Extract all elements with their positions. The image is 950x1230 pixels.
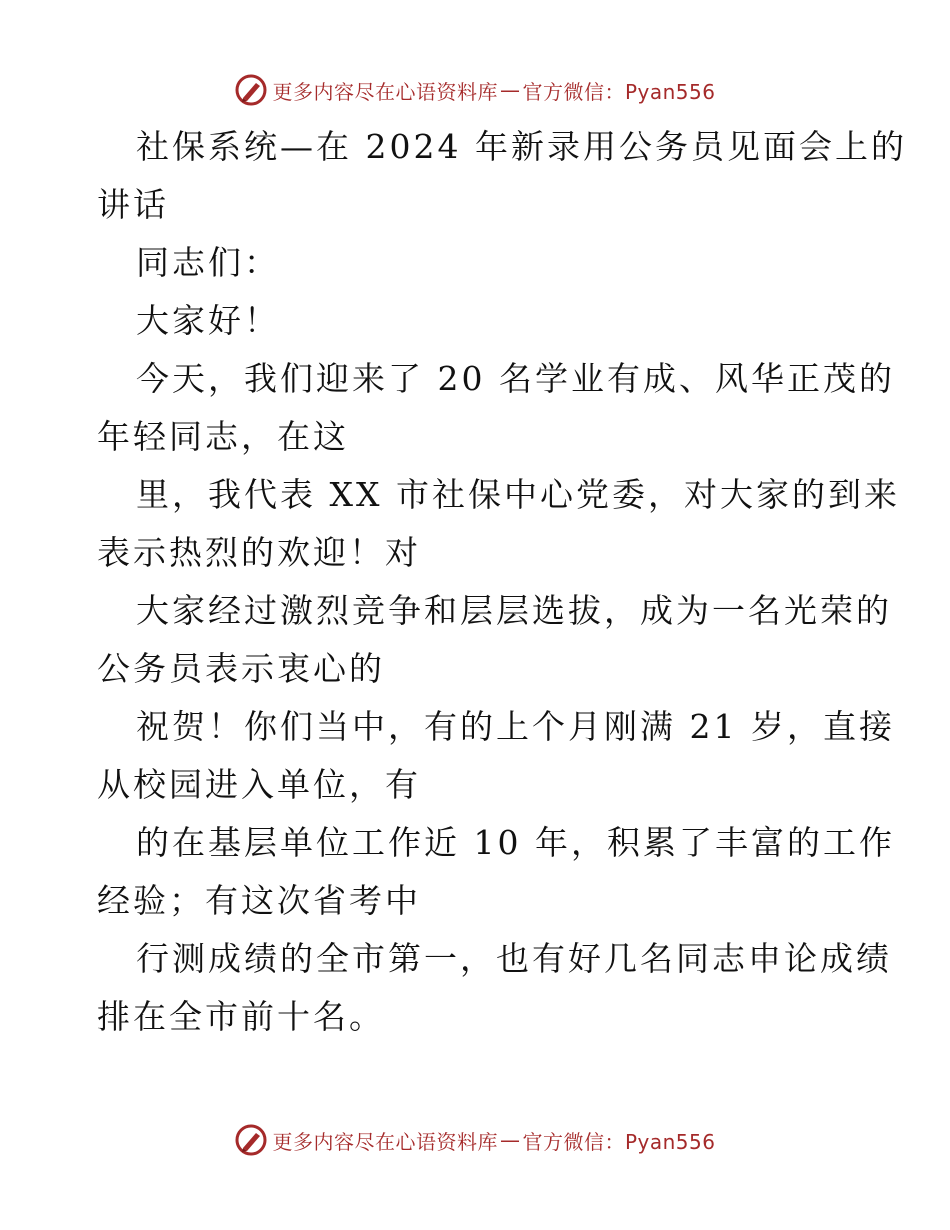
body-line: 讲话 — [97, 185, 169, 224]
header-banner — [0, 70, 950, 110]
body-line: 社保系统—在 2024 年新录用公务员见面会上的 — [136, 127, 907, 166]
body-line: 大家经过激烈竞争和层层选拔，成为一名光荣的 — [136, 591, 892, 630]
body-line: 表示热烈的欢迎！对 — [97, 533, 421, 572]
banner-text: 更多内容尽在心语资料库 — [272, 79, 498, 104]
banner-wechat: 官方微信：Pyan556 — [522, 1129, 716, 1154]
body-line: 今天，我们迎来了 20 名学业有成、风华正茂的 — [136, 359, 895, 398]
pen-logo-icon — [234, 73, 268, 107]
banner-wechat: 官方微信：Pyan556 — [522, 79, 716, 104]
body-line: 祝贺！你们当中，有的上个月刚满 21 岁，直接 — [136, 707, 895, 746]
banner-separator: — — [499, 78, 521, 102]
body-line: 公务员表示衷心的 — [97, 649, 385, 688]
footer-banner — [0, 1120, 950, 1160]
banner-separator: — — [499, 1128, 521, 1152]
body-line: 大家好！ — [136, 301, 280, 340]
banner-text: 更多内容尽在心语资料库 — [272, 1129, 498, 1154]
body-line: 的在基层单位工作近 10 年，积累了丰富的工作 — [136, 823, 895, 862]
body-line: 里，我代表 XX 市社保中心党委，对大家的到来 — [136, 475, 900, 514]
body-line: 同志们： — [136, 243, 280, 282]
body-line: 行测成绩的全市第一，也有好几名同志申论成绩 — [136, 939, 892, 978]
pen-logo-icon — [234, 1123, 268, 1157]
body-line: 从校园进入单位，有 — [97, 765, 421, 804]
body-line: 经验；有这次省考中 — [97, 881, 421, 920]
body-line: 排在全市前十名。 — [97, 997, 385, 1036]
document-body — [97, 118, 907, 1046]
body-line: 年轻同志，在这 — [97, 417, 349, 456]
